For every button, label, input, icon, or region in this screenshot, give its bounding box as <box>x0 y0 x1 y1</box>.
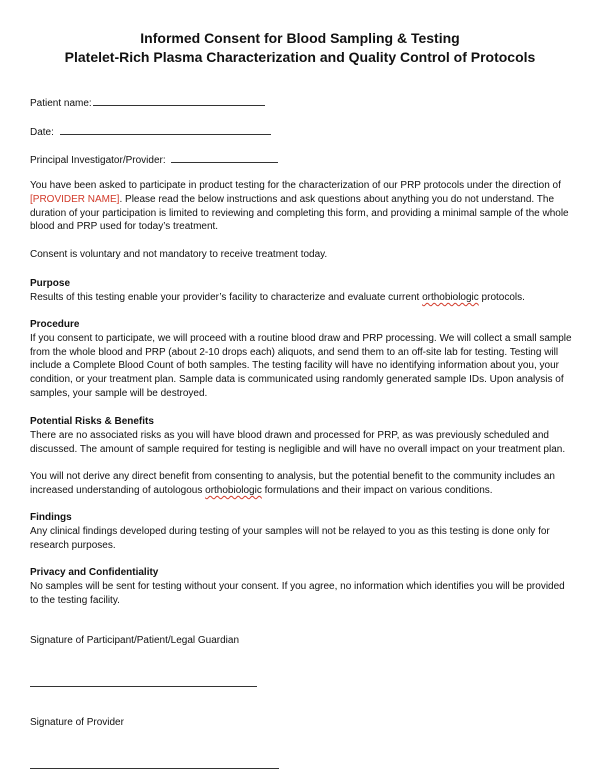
provider-name-placeholder: [PROVIDER NAME] <box>30 193 120 205</box>
procedure-heading: Procedure <box>30 319 80 330</box>
patient-name-field <box>30 96 265 110</box>
risks-section <box>30 415 575 456</box>
benefit-flagged-word: orthobiologic <box>205 484 262 496</box>
participant-signature-line[interactable] <box>30 686 257 687</box>
procedure-text: If you consent to participate, we will proceed with a routine blood draw and PRP processing. We will collect a small sample from the whole blood and PRP (about 2-10 drops each) aliquots, and send them to an off-site lab for testing. Testing will include a Complete Blood Count of both samples. The testing facility will have no identifying information about you, your condition, or your treatment plan. Sample data is communicated using randomly generated sample IDs. Upon analysis of samples, your sample will be destroyed. <box>30 332 572 399</box>
privacy-section <box>30 566 575 607</box>
risks-text: There are no associated risks as you will have blood drawn and processed for PRP, as was previously scheduled and discussed. The amount of sample required for testing is negligible and will have no overall impact on your treatment plan. <box>30 429 566 455</box>
provider-signature-label: Signature of Provider <box>30 717 124 728</box>
intro-text-1: You have been asked to participate in product testing for the characterization of our PRP protocols under the direction of <box>30 180 561 191</box>
purpose-heading: Purpose <box>30 278 71 289</box>
findings-text: Any clinical findings developed during testing of your samples will not be relayed to you as this testing is done only for research purposes. <box>30 525 550 551</box>
intro-text-2: . Please read the below instructions and ask questions about anything you do not understand. The duration of your participation is limited to reviewing and completing this form, and providing a minimal sample of the whole blood and PRP used for today’s treatment. <box>30 193 569 233</box>
purpose-section <box>30 277 575 305</box>
document-title: Informed Consent for Blood Sampling & Testing <box>140 30 460 46</box>
intro-paragraph <box>30 179 575 234</box>
privacy-heading: Privacy and Confidentiality <box>30 567 159 578</box>
date-field <box>30 125 271 139</box>
provider-signature-line[interactable] <box>30 768 279 769</box>
purpose-flagged-word: orthobiologic <box>422 291 479 303</box>
document-subtitle: Platelet-Rich Plasma Characterization and Quality Control of Protocols <box>64 49 536 65</box>
date-label: Date: <box>30 127 57 138</box>
purpose-text-2: protocols. <box>478 291 525 303</box>
privacy-text: No samples will be sent for testing without your consent. If you agree, no information which identifies you will be provided to the testing facility. <box>30 580 565 606</box>
investigator-label: Principal Investigator/Provider: <box>30 155 169 166</box>
findings-heading: Findings <box>30 512 72 523</box>
investigator-field <box>30 153 278 167</box>
consent-note: Consent is voluntary and not mandatory to receive treatment today. <box>30 249 328 260</box>
benefit-paragraph <box>30 470 575 498</box>
participant-signature-label: Signature of Participant/Patient/Legal Guardian <box>30 635 240 646</box>
benefit-text-2: formulations and their impact on various conditions. <box>261 484 493 496</box>
purpose-text-1: Results of this testing enable your provider’s facility to characterize and evaluate current <box>30 291 423 303</box>
investigator-blank[interactable] <box>171 153 278 163</box>
risks-heading: Potential Risks & Benefits <box>30 416 154 427</box>
patient-name-label: Patient name: <box>30 98 92 109</box>
patient-name-blank[interactable] <box>93 96 265 106</box>
findings-section <box>30 511 575 552</box>
procedure-section <box>30 318 575 401</box>
date-blank[interactable] <box>60 125 271 135</box>
benefit-text-1: You will not derive any direct benefit from consenting to analysis, but the potential benefit to the community includes an increased understanding of autologous <box>30 471 555 496</box>
